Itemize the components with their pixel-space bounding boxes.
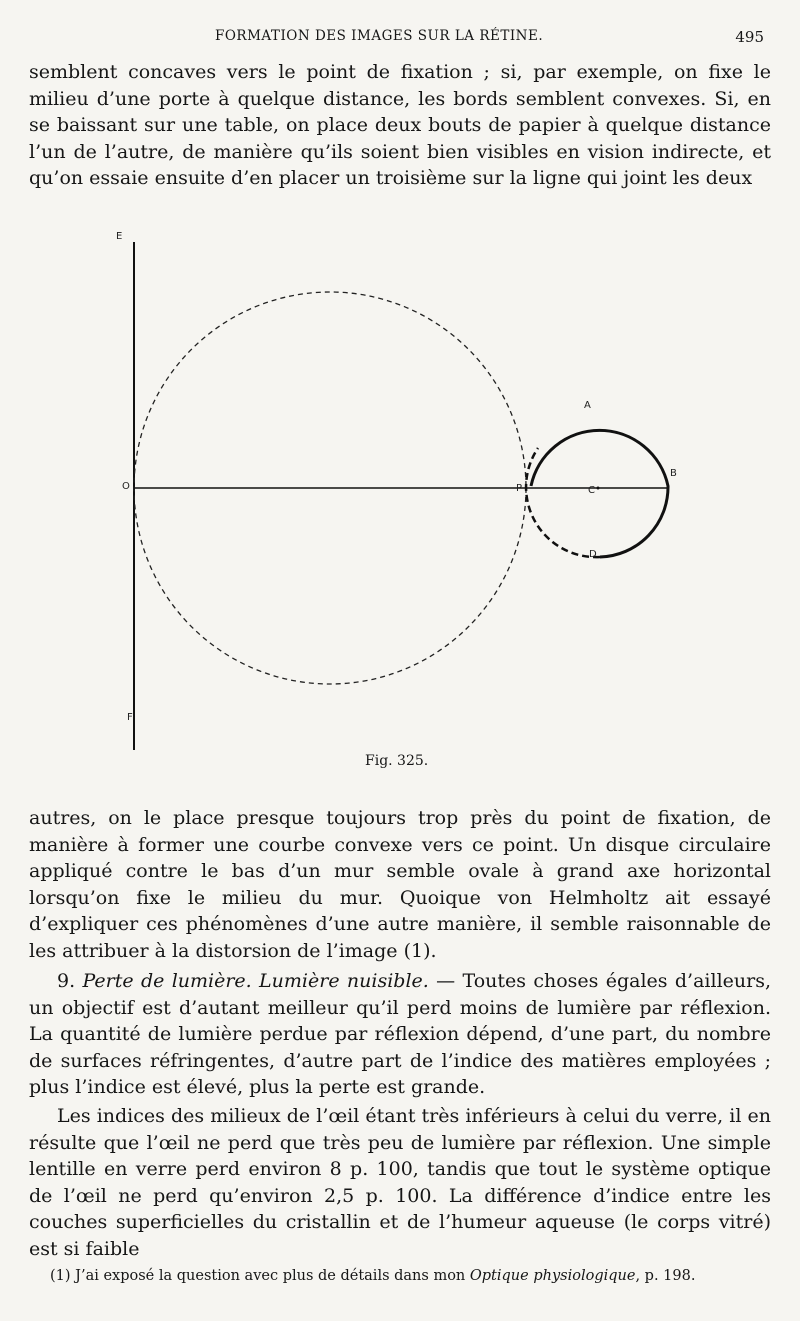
figure-diagram	[0, 222, 800, 782]
paragraph-text	[29, 968, 771, 1101]
footnote-marker: (1)	[50, 1268, 71, 1284]
small-circle-dashed-arc	[526, 448, 600, 557]
label-f: F	[127, 712, 133, 723]
footnote-tail: , p. 198.	[635, 1268, 696, 1284]
figure-caption: Fig. 325.	[365, 753, 429, 769]
footnote	[50, 1266, 780, 1286]
label-p: P	[516, 483, 523, 494]
section-body: — Toutes choses égales d’ailleurs, un objectif est d’autant meilleur qu’il perd moins de lumière par réflexion. La quantité de lumière perdue par réflexion dépend, d’une part, du nombre de surfaces réfringentes, d’autre part de l’indice des matières employées ; plus l’indice est élevé, plus la perte est grande.	[29, 970, 772, 1098]
label-d: D	[589, 549, 597, 560]
footnote-text: J’ai exposé la question avec plus de détails dans mon	[70, 1268, 470, 1284]
page-header	[0, 28, 800, 50]
running-title: FORMATION DES IMAGES SUR LA RÉTINE.	[215, 28, 544, 44]
paragraph-text: autres, on le place presque toujours trop près du point de fixation, de manière à former une courbe convexe vers ce point. Un disque circulaire appliqué contre le bas d’un mur semble ovale à grand axe horizontal lorsqu’on fixe le milieu du mur. Quoique von Helmholtz ait essayé d’expliquer ces phénomènes d’une autre manière, il semble raisonnable de les attribuer à la distorsion de l’image (1).	[29, 807, 771, 962]
small-circle-solid-arc	[531, 430, 668, 557]
paragraph-indices	[29, 1103, 771, 1262]
paragraph-text: Les indices des milieux de l’œil étant très inférieurs à celui du verre, il en résulte que l’œil ne perd que très peu de lumière par réflexion. Une simple lentille en verre perd environ 8 p. 100, tandis que tout le système optique de l’œil ne perd qu’environ 2,5 p. 100. La différence d’indice entre les couches superficielles du cristallin et de l’humeur aqueuse (le corps vitré) est si faible	[29, 1105, 771, 1260]
footnote-reference: Optique physiologique	[469, 1268, 636, 1284]
label-a: A	[584, 400, 591, 411]
paragraph-text: semblent concaves vers le point de fixation ; si, par exemple, on fixe le milieu d’une porte à quelque distance, les bords semblent convexes. Si, en se baissant sur une table, on place deux bouts de papier à quelque distance l’un de l’autre, de manière qu’ils soient bien visibles en vision indirecte, et qu’on essaie ensuite d’en placer un troisième sur la ligne qui joint les deux	[29, 61, 771, 189]
figure-325	[0, 222, 800, 782]
point-c-marker	[597, 487, 600, 490]
page-number: 495	[735, 28, 764, 46]
section-heading: Perte de lumière. Lumière nuisible.	[82, 970, 429, 992]
section-9-paragraph	[29, 968, 771, 1101]
label-e: E	[116, 231, 123, 242]
label-c: C	[588, 485, 595, 496]
label-b: B	[670, 468, 677, 479]
label-o: O	[122, 481, 130, 492]
paragraph-after-figure	[29, 805, 771, 964]
section-number: 9.	[57, 970, 76, 992]
paragraph-continuation	[29, 59, 771, 192]
